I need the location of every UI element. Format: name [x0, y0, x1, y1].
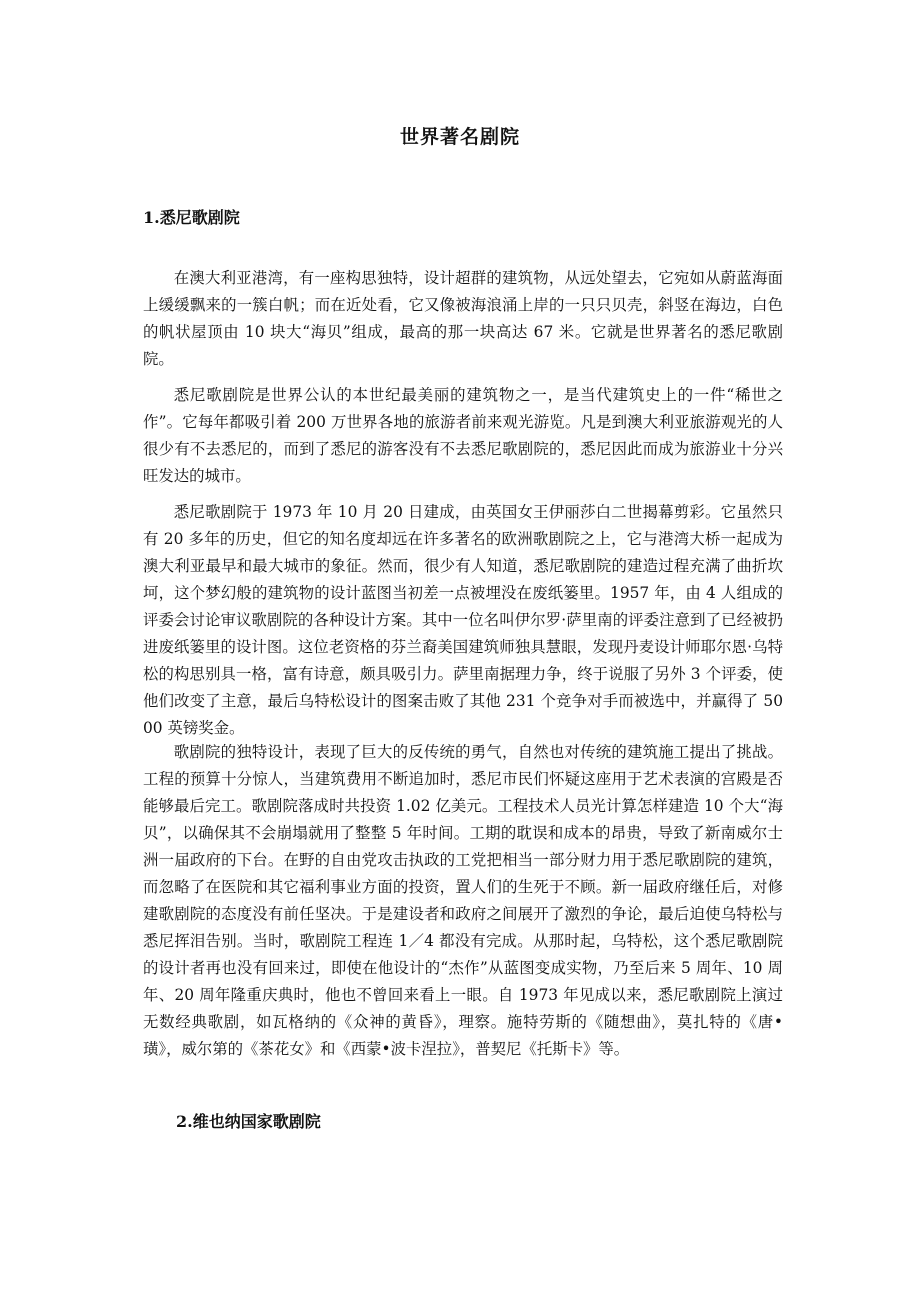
paragraph: 歌剧院的独特设计，表现了巨大的反传统的勇气，自然也对传统的建筑施工提出了挑战。工程的预算十分惊人，当建筑费用不断追加时，悉尼市民们怀疑这座用于艺术表演的宫殿是否能够最后完工。歌剧院落成时共投资 1.02 亿美元。工程技术人员光计算怎样建造 10 个大“海贝”，以确保其不会崩塌就用了整整 5 年时间。工期的耽误和成本的昂贵，导致了新南威尔士洲一届政府的下台。在野的自由党攻击执政的工党把相当一部分财力用于悉尼歌剧院的建筑，而忽略了在医院和其它福利事业方面的投资，置人们的生死于不顾。新一届政府继任后，对修建歌剧院的态度没有前任坚决。于是建设者和政府之间展开了激烈的争论，最后迫使乌特松与悉尼挥泪告别。当时，歌剧院工程连 1／4 都没有完成。从那时起，乌特松，这个悉尼歌剧院的设计者再也没有回来过，即使在他设计的“杰作”从蓝图变成实物，乃至后来 5 周年、10 周年、20 周年隆重庆典时，他也不曾回来看上一眼。自 1973 年见成以来，悉尼歌剧院上演过无数经典歌剧，如瓦格纳的《众神的黄昏》，理察。施特劳斯的《随想曲》，莫扎特的《唐•璜》，威尔第的《茶花女》和《西蒙•波卡涅拉》，普契尼《托斯卡》等。: [143, 743, 783, 1059]
paragraph: 悉尼歌剧院是世界公认的本世纪最美丽的建筑物之一，是当代建筑史上的一件“稀世之作”。它每年都吸引着 200 万世界各地的旅游者前来观光游览。凡是到澳大利亚旅游观光的人很少有不去悉尼的，而到了悉尼的游客没有不去悉尼歌剧院的，悉尼因此而成为旅游业十分兴旺发达的城市。: [143, 386, 783, 486]
section-heading-vienna-state-opera: 2.维也纳国家歌剧院: [176, 1112, 321, 1131]
paragraph: 在澳大利亚港湾，有一座构思独特，设计超群的建筑物，从远处望去，它宛如从蔚蓝海面上缓缓飘来的一簇白帆；而在近处看，它又像被海浪涌上岸的一只只贝壳，斜竖在海边，白色的帆状屋顶由 10 块大“海贝”组成，最高的那一块高达 67 米。它就是世界著名的悉尼歌剧院。: [143, 269, 783, 369]
document-title: 世界著名剧院: [399, 126, 520, 148]
section-heading-sydney-opera-house: 1.悉尼歌剧院: [143, 208, 240, 227]
paragraph: 悉尼歌剧院于 1973 年 10 月 20 日建成，由英国女王伊丽莎白二世揭幕剪彩。它虽然只有 20 多年的历史，但它的知名度却远在许多著名的欧洲歌剧院之上，它与港湾大桥一起成为澳大利亚最早和最大城市的象征。然而，很少有人知道，悉尼歌剧院的建造过程充满了曲折坎坷，这个梦幻般的建筑物的设计蓝图当初差一点被埋没在废纸篓里。1957 年，由 4 人组成的评委会讨论审议歌剧院的各种设计方案。其中一位名叫伊尔罗·萨里南的评委注意到了已经被扔进废纸篓里的设计图。这位老资格的芬兰裔美国建筑师独具慧眼，发现丹麦设计师耶尔恩·乌特松的构思别具一格，富有诗意，颇具吸引力。萨里南据理力争，终于说服了另外 3 个评委，使他们改变了主意，最后乌特松设计的图案击败了其他 231 个竞争对手而被选中，并赢得了 5000 英镑奖金。: [143, 503, 783, 738]
